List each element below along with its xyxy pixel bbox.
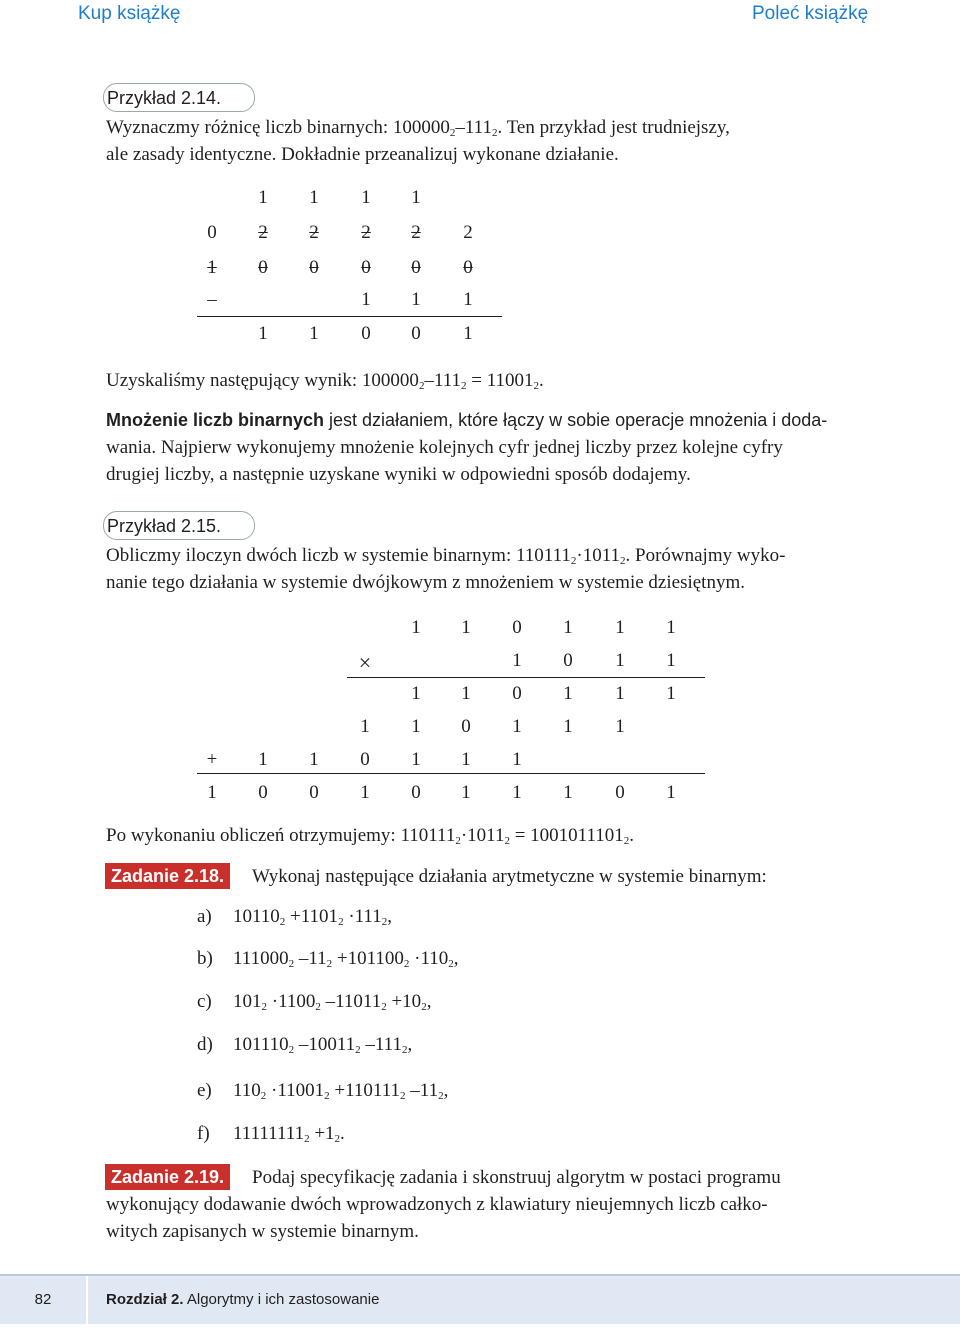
chapter-title — [106, 1276, 379, 1324]
partial-digit: 1 — [411, 749, 421, 770]
subscript: 2 — [504, 835, 510, 847]
subscript: 2 — [304, 1133, 310, 1145]
partial-digit: 1 — [615, 716, 625, 737]
chapter-number: Rozdział 2. — [106, 1291, 184, 1308]
subscript: 2 — [623, 835, 630, 847]
partial-digit: 0 — [512, 683, 522, 704]
borrow-digit: 2 — [463, 222, 473, 243]
sum-digit: 1 — [563, 782, 573, 803]
text: ·1011 — [576, 545, 620, 566]
example-2-15-line2: nanie tego działania w systemie dwójkowym z mnożeniem w systemie dziesiętnym. — [106, 572, 745, 593]
subscript: 2 — [491, 127, 498, 139]
subscript: 2 — [288, 958, 295, 970]
subscript: 2 — [620, 555, 626, 567]
result-digit: 1 — [309, 323, 319, 344]
term: , — [387, 906, 392, 927]
task-item-c — [197, 991, 431, 1013]
example-2-15-label: Przykład 2.15. — [107, 516, 222, 536]
term: +110111 — [329, 1080, 401, 1101]
item-label: d) — [197, 1034, 213, 1055]
subscript: 2 — [355, 1044, 361, 1056]
subscript: 2 — [326, 958, 333, 970]
term: . — [340, 1123, 345, 1144]
result-digit: 0 — [411, 323, 421, 344]
task-2-18-text: Wykonaj następujące działania arytmetyczne w systemie binarnym: — [252, 866, 767, 887]
multiplicand-digit: 1 — [666, 617, 676, 638]
sum-line — [197, 316, 502, 317]
multiplication-paragraph — [106, 407, 856, 488]
multiplicand-digit: 1 — [411, 617, 421, 638]
subtrahend-digit: 1 — [361, 289, 371, 310]
item-label: f) — [197, 1123, 210, 1144]
sum-digit: 0 — [258, 782, 268, 803]
task-2-18-badge: Zadanie 2.18. — [105, 863, 230, 889]
sum-digit: 0 — [309, 782, 319, 803]
minuend-digit: 0 — [258, 257, 268, 278]
term: –111 — [360, 1034, 402, 1055]
text: Po wykonaniu obliczeń otrzymujemy: 110111 — [106, 825, 456, 846]
result-digit: 0 — [361, 323, 371, 344]
subscript: 2 — [334, 1133, 341, 1145]
sum-digit: 1 — [461, 782, 471, 803]
item-label: b) — [197, 948, 213, 969]
subscript: 2 — [279, 916, 286, 928]
subscript: 2 — [448, 958, 454, 970]
task-2-19-badge: Zadanie 2.19. — [105, 1164, 230, 1190]
term: ·110 — [409, 948, 449, 969]
partial-digit: 1 — [461, 749, 471, 770]
sum-digit: 0 — [615, 782, 625, 803]
subscript: 2 — [315, 1001, 321, 1013]
subscript: 2 — [338, 916, 344, 928]
multiplier-digit: 1 — [512, 650, 522, 671]
example-2-15-result — [106, 822, 634, 849]
partial-digit: 1 — [309, 749, 319, 770]
borrow-digit: 2 — [258, 222, 268, 243]
borrow-digit: 2 — [309, 222, 319, 243]
subscript: 2 — [381, 1001, 387, 1013]
term: –10011 — [294, 1034, 356, 1055]
term: 101 — [233, 991, 262, 1012]
borrow-digit: 0 — [207, 222, 217, 243]
partial-digit: 0 — [360, 749, 370, 770]
term: +10 — [386, 991, 422, 1012]
multiplicand-digit: 1 — [461, 617, 471, 638]
term: 110 — [233, 1080, 261, 1101]
subscript: 2 — [570, 555, 577, 567]
sum-digit: 1 — [512, 782, 522, 803]
term: +1 — [309, 1123, 335, 1144]
text: . Ten przykład jest trudniejszy, — [497, 117, 730, 138]
partial-digit: 1 — [461, 683, 471, 704]
subscript: 2 — [401, 1044, 408, 1056]
text: . Porównajmy wyko- — [625, 545, 786, 566]
partial-digit: 1 — [411, 716, 421, 737]
sum-digit: 1 — [666, 782, 676, 803]
term: , — [426, 991, 432, 1012]
text: jest działaniem, które łączy w sobie operacje mnożenia i doda- — [324, 410, 828, 430]
subscript: 2 — [324, 1090, 330, 1102]
chapter-name: Algorytmy i ich zastosowanie — [183, 1291, 380, 1308]
example-2-14-label: Przykład 2.14. — [107, 88, 222, 108]
example-2-14-line2: ale zasady identyczne. Dokładnie przeanalizuj wykonane działanie. — [106, 144, 619, 165]
subscript: 2 — [455, 835, 461, 847]
item-label: e) — [197, 1080, 212, 1101]
term: –11 — [405, 1080, 439, 1101]
task-2-19-line2: wykonujący dodawanie dwóch wprowadzonych z klawiatury nieujemnych liczb całko- — [106, 1194, 768, 1215]
borrow-digit: 2 — [361, 222, 371, 243]
multiplicand-digit: 1 — [615, 617, 625, 638]
minuend-digit: 0 — [361, 257, 371, 278]
item-label: c) — [197, 991, 212, 1012]
times-sign: × — [358, 650, 372, 675]
text: = 11001 — [466, 370, 534, 391]
text: Obliczmy iloczyn dwóch liczb w systemie binarnym: 110111 — [106, 545, 571, 566]
multiplier-digit: 0 — [563, 650, 573, 671]
subscript: 2 — [438, 1090, 444, 1102]
text: Uzyskaliśmy następujący wynik: 100000 — [106, 370, 419, 391]
task-item-b — [197, 948, 459, 970]
result-digit: 1 — [258, 323, 268, 344]
minuend-digit: 0 — [463, 257, 473, 278]
text: –111 — [455, 117, 492, 138]
text: . — [539, 370, 544, 391]
task-2-19-line1: Podaj specyfikację zadania i skonstruuj algorytm w postaci programu — [252, 1167, 781, 1188]
subscript: 2 — [381, 916, 388, 928]
term: 111000 — [233, 948, 289, 969]
carry-digit: 1 — [361, 187, 371, 208]
subtrahend-digit: 1 — [411, 289, 421, 310]
term: 10110 — [233, 906, 280, 927]
multiplier-digit: 1 — [666, 650, 676, 671]
multiplicand-digit: 0 — [512, 617, 522, 638]
partial-digit: 1 — [615, 683, 625, 704]
subscript: 2 — [533, 380, 540, 392]
buy-book-link[interactable]: Kup książkę — [78, 3, 181, 24]
term: ·111 — [343, 906, 382, 927]
term: +1101 — [285, 906, 339, 927]
text: –111 — [424, 370, 462, 391]
item-label: a) — [197, 906, 212, 927]
result-digit: 1 — [463, 323, 473, 344]
carry-digit: 1 — [309, 187, 319, 208]
term: ·1100 — [267, 991, 316, 1012]
page-number: 82 — [0, 1276, 88, 1324]
sum-digit: 0 — [411, 782, 421, 803]
partial-digit: 1 — [666, 683, 676, 704]
minuend-digit: 1 — [207, 257, 217, 278]
carry-digit: 1 — [411, 187, 421, 208]
partial-digit: 1 — [563, 683, 573, 704]
page-footer — [0, 1274, 960, 1324]
multiplicand-digit: 1 — [563, 617, 573, 638]
term: , — [443, 1080, 449, 1101]
partial-digit: 1 — [411, 683, 421, 704]
task-item-f — [197, 1123, 345, 1145]
term: –11011 — [320, 991, 382, 1012]
subscript: 2 — [461, 380, 467, 392]
subtrahend-digit: 1 — [463, 289, 473, 310]
plus-sign: + — [206, 749, 218, 770]
subscript: 2 — [260, 1090, 267, 1102]
sum-digit: 1 — [207, 782, 217, 803]
minuend-digit: 0 — [411, 257, 421, 278]
term: Mnożenie liczb binarnych — [106, 410, 325, 430]
example-2-14-result — [106, 367, 544, 394]
task-item-e — [197, 1080, 448, 1102]
partial-digit: 1 — [258, 749, 268, 770]
multiplier-digit: 1 — [615, 650, 625, 671]
subscript: 2 — [421, 1001, 427, 1013]
partial-digit: 0 — [461, 716, 471, 737]
minuend-digit: 0 — [309, 257, 319, 278]
subscript: 2 — [449, 127, 456, 139]
borrow-digit: 2 — [411, 222, 421, 243]
term: , — [407, 1034, 413, 1055]
text: . — [629, 825, 635, 846]
minus-sign: – — [207, 289, 217, 310]
carry-digit: 1 — [258, 187, 268, 208]
example-2-14-line1 — [106, 114, 730, 141]
paragraph-line: drugiej liczby, a następnie uzyskane wyniki w odpowiedni sposób dodajemy. — [106, 464, 691, 485]
text: ·1011 — [460, 825, 505, 846]
partial-digit: 1 — [360, 716, 370, 737]
recommend-book-link[interactable]: Poleć książkę — [752, 3, 869, 24]
subscript: 2 — [418, 380, 425, 392]
subscript: 2 — [403, 958, 410, 970]
sum-line — [197, 773, 705, 774]
text: Wyznaczmy różnicę liczb binarnych: 100000 — [106, 117, 450, 138]
term: +101100 — [332, 948, 404, 969]
paragraph-line — [106, 407, 856, 434]
term: 101110 — [233, 1034, 289, 1055]
term: , — [453, 948, 459, 969]
example-2-15-line1 — [106, 542, 785, 569]
product-line — [347, 677, 705, 678]
sum-digit: 1 — [360, 782, 370, 803]
partial-digit: 1 — [563, 716, 573, 737]
term: 11111111 — [233, 1123, 305, 1144]
term: ·11001 — [266, 1080, 325, 1101]
partial-digit: 1 — [512, 716, 522, 737]
task-item-d — [197, 1034, 412, 1056]
subscript: 2 — [261, 1001, 267, 1013]
term: –11 — [294, 948, 327, 969]
subscript: 2 — [400, 1090, 406, 1102]
subscript: 2 — [288, 1044, 295, 1056]
partial-digit: 1 — [512, 749, 522, 770]
text: = 1001011101 — [509, 825, 624, 846]
task-2-19-line3: witych zapisanych w systemie binarnym. — [106, 1221, 419, 1242]
task-item-a — [197, 906, 392, 928]
paragraph-line: wania. Najpierw wykonujemy mnożenie kolejnych cyfr jednej liczby przez kolejne cyfry — [106, 437, 783, 458]
